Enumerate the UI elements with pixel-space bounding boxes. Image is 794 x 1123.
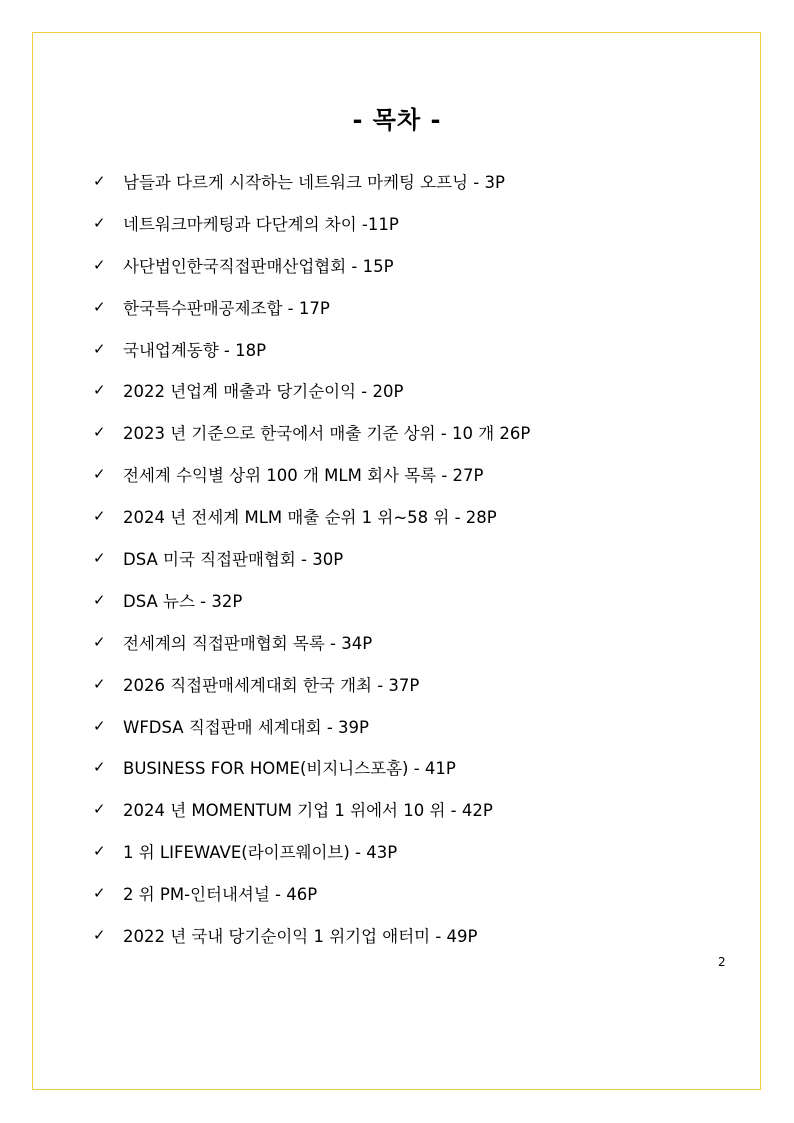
- toc-item: [93, 160, 530, 202]
- toc-item: [93, 788, 530, 830]
- checkmark-icon: ✓: [93, 925, 106, 944]
- checkmark-icon: ✓: [93, 213, 106, 232]
- toc-item: [93, 830, 530, 872]
- toc-item-label: 전세계의 직접판매협회 목록 - 34P: [123, 633, 373, 653]
- toc-item: [93, 453, 530, 495]
- checkmark-icon: ✓: [93, 297, 106, 316]
- checkmark-icon: ✓: [93, 339, 106, 358]
- checkmark-icon: ✓: [93, 758, 106, 777]
- checkmark-icon: ✓: [93, 548, 106, 567]
- table-of-contents: [93, 160, 530, 956]
- page-number: 2: [718, 955, 726, 969]
- checkmark-icon: ✓: [93, 716, 106, 735]
- checkmark-icon: ✓: [93, 674, 106, 693]
- checkmark-icon: ✓: [93, 171, 106, 190]
- toc-item-label: 한국특수판매공제조합 - 17P: [123, 298, 330, 318]
- toc-item: [93, 579, 530, 621]
- toc-item: [93, 369, 530, 411]
- toc-item: [93, 537, 530, 579]
- toc-item: [93, 705, 530, 747]
- toc-item-label: 1 위 LIFEWAVE(라이프웨이브) - 43P: [123, 843, 398, 863]
- toc-item: [93, 202, 530, 244]
- toc-item: [93, 914, 530, 956]
- toc-item-label: 2024 년 MOMENTUM 기업 1 위에서 10 위 - 42P: [123, 801, 493, 821]
- toc-item-label: 2022 년 국내 당기순이익 1 위기업 애터미 - 49P: [123, 926, 478, 946]
- toc-title: - 목차 -: [352, 106, 442, 134]
- toc-item-label: 2026 직접판매세계대회 한국 개최 - 37P: [123, 675, 420, 695]
- checkmark-icon: ✓: [93, 255, 106, 274]
- toc-item-label: 2 위 PM-인터내셔널 - 46P: [123, 885, 318, 905]
- toc-item: [93, 621, 530, 663]
- checkmark-icon: ✓: [93, 507, 106, 526]
- toc-item: [93, 328, 530, 370]
- toc-item-label: 국내업계동향 - 18P: [123, 340, 267, 360]
- toc-item-label: 네트워크마케팅과 다단계의 차이 -11P: [123, 214, 399, 234]
- toc-item-label: 전세계 수익별 상위 100 개 MLM 회사 목록 - 27P: [123, 466, 484, 486]
- checkmark-icon: ✓: [93, 800, 106, 819]
- toc-item-label: 2024 년 전세계 MLM 매출 순위 1 위~58 위 - 28P: [123, 508, 497, 528]
- checkmark-icon: ✓: [93, 590, 106, 609]
- toc-item-label: 사단법인한국직접판매산업협회 - 15P: [123, 256, 394, 276]
- toc-item: [93, 872, 530, 914]
- toc-item: [93, 663, 530, 705]
- checkmark-icon: ✓: [93, 842, 106, 861]
- toc-item-label: DSA 미국 직접판매협회 - 30P: [123, 549, 344, 569]
- checkmark-icon: ✓: [93, 381, 106, 400]
- toc-item-label: WFDSA 직접판매 세계대회 - 39P: [123, 717, 369, 737]
- toc-item-label: 남들과 다르게 시작하는 네트워크 마케팅 오프닝 - 3P: [123, 172, 505, 192]
- toc-item: [93, 411, 530, 453]
- toc-item-label: BUSINESS FOR HOME(비지니스포홈) - 41P: [123, 759, 456, 779]
- toc-item: [93, 244, 530, 286]
- checkmark-icon: ✓: [93, 465, 106, 484]
- toc-item: [93, 746, 530, 788]
- checkmark-icon: ✓: [93, 423, 106, 442]
- toc-item-label: 2022 년업계 매출과 당기순이익 - 20P: [123, 382, 404, 402]
- toc-item-label: DSA 뉴스 - 32P: [123, 591, 243, 611]
- toc-item: [93, 286, 530, 328]
- toc-item: [93, 495, 530, 537]
- toc-item-label: 2023 년 기준으로 한국에서 매출 기준 상위 - 10 개 26P: [123, 424, 531, 444]
- checkmark-icon: ✓: [93, 884, 106, 903]
- checkmark-icon: ✓: [93, 632, 106, 651]
